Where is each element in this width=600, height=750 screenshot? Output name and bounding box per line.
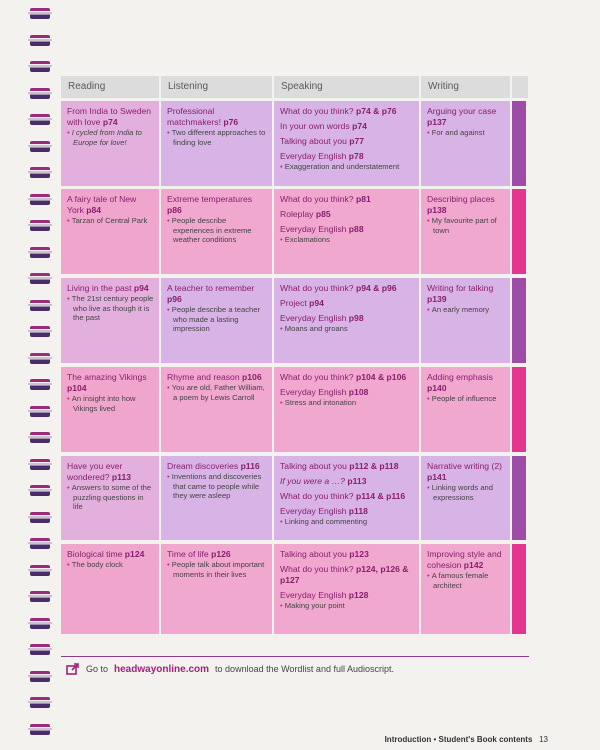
entry-title (427, 194, 505, 216)
entry-title (280, 590, 414, 601)
entry-bullet: • Two different approaches to finding love (173, 128, 267, 147)
entry-title-text: Describing places (427, 194, 495, 204)
entry-bullet: • Tarzan of Central Park (73, 216, 154, 226)
entry-page: p142 (463, 560, 484, 570)
entry-title-text: Dream discoveries (167, 461, 239, 471)
spiral-ring (30, 141, 50, 152)
entry-title (280, 136, 414, 147)
page-number: 13 (539, 735, 548, 744)
entry-bullet: • A famous female architect (433, 571, 505, 590)
download-note (66, 663, 394, 675)
spiral-ring (30, 406, 50, 417)
entry-page: p108 (348, 387, 369, 397)
goto-prefix: Go to (86, 664, 109, 674)
entry-title (280, 194, 414, 205)
spiral-ring (30, 8, 50, 19)
entry-page: p126 (211, 549, 231, 559)
header-writing: Writing (421, 76, 512, 98)
entry-page: p81 (355, 194, 371, 204)
reading-cell (61, 456, 161, 540)
entry-page: p74 (102, 117, 118, 127)
contents-table (61, 76, 528, 636)
spiral-ring (30, 353, 50, 364)
spiral-ring (30, 724, 50, 735)
speaking-cell (274, 278, 421, 363)
entry-page: p106 (242, 372, 262, 382)
entry-title-text: What do you think? (280, 106, 354, 116)
entry-bullet: • For and against (433, 128, 505, 138)
footer-section: Introduction (384, 735, 432, 744)
table-row (61, 544, 528, 634)
writing-cell (421, 544, 512, 634)
entry-title-text: Everyday English (280, 224, 347, 234)
spiral-ring (30, 432, 50, 443)
entry-title (280, 564, 414, 586)
entry-page: p94 (133, 283, 149, 293)
writing-cell (421, 101, 512, 186)
entry-page: p104 & p106 (355, 372, 407, 382)
entry-bullet: • People of influence (433, 394, 505, 404)
reading-cell (61, 189, 161, 274)
spiral-ring (30, 379, 50, 390)
listening-cell (161, 189, 274, 274)
entry-title (280, 506, 414, 517)
header-row (61, 76, 528, 98)
listening-cell (161, 278, 274, 363)
spiral-ring (30, 618, 50, 629)
entry-title-text: Biological time (67, 549, 123, 559)
entry-title-text: A teacher to remember (167, 283, 255, 293)
entry-bullet: • Exaggeration and understatement (286, 162, 414, 172)
entry-page: p112 & p118 (349, 461, 399, 471)
entry-page: p114 & p116 (355, 491, 406, 501)
entry-title-text: Adding emphasis (427, 372, 493, 382)
spiral-ring (30, 459, 50, 470)
entry-bullet: • I cycled from India to Europe for love! (73, 128, 154, 147)
entry-title (167, 106, 267, 128)
entry-page: p118 (348, 506, 368, 516)
entry-title-text: Talking about you (280, 461, 347, 471)
table-row (61, 278, 528, 363)
entry-title (280, 151, 414, 162)
writing-cell (421, 367, 512, 452)
reading-cell (61, 367, 161, 452)
entry-title (67, 283, 154, 294)
entry-page: p113 (111, 472, 132, 482)
spiral-ring (30, 88, 50, 99)
entry-page: p78 (348, 151, 364, 161)
entry-title (280, 209, 414, 220)
spiral-ring (30, 538, 50, 549)
reading-cell (61, 544, 161, 634)
entry-title-text: Everyday English (280, 151, 347, 161)
entry-bullet: • You are old, Father William, a poem by Lewis Carroll (173, 383, 267, 402)
reading-cell (61, 278, 161, 363)
entry-title (167, 283, 267, 305)
entry-title (167, 461, 267, 472)
entry-page: p113 (347, 476, 367, 486)
entry-title (280, 298, 414, 309)
entry-title (167, 372, 267, 383)
entry-title-text: Roleplay (280, 209, 314, 219)
table-row (61, 456, 528, 540)
entry-title-text: Improving style and cohesion (427, 549, 502, 570)
entry-bullet: • Making your point (286, 601, 414, 611)
spiral-ring (30, 326, 50, 337)
unit-tab (512, 544, 526, 634)
entry-bullet: • An insight into how Vikings lived (73, 394, 154, 413)
writing-cell (421, 278, 512, 363)
unit-tab (512, 367, 526, 452)
entry-page: p137 (427, 117, 447, 127)
entry-title-text: The amazing Vikings (67, 372, 147, 382)
speaking-cell (274, 101, 421, 186)
listening-cell (161, 456, 274, 540)
entry-title (280, 121, 414, 132)
entry-page: p86 (167, 205, 182, 215)
entry-title (280, 224, 414, 235)
entry-title (67, 549, 154, 560)
goto-suffix: to download the Wordlist and full Audioscript. (215, 664, 394, 674)
speaking-cell (274, 367, 421, 452)
page-footer (385, 735, 548, 744)
entry-bullet: • Exclamations (286, 235, 414, 245)
entry-title-text: Extreme temperatures (167, 194, 253, 204)
entry-page: p124 (124, 549, 145, 559)
entry-title (427, 372, 505, 394)
spiral-ring (30, 273, 50, 284)
entry-title-text: Everyday English (280, 313, 347, 323)
reading-cell (61, 101, 161, 186)
header-reading: Reading (61, 76, 161, 98)
listening-cell (161, 544, 274, 634)
entry-page: p94 & p96 (355, 283, 397, 293)
entry-page: p85 (315, 209, 331, 219)
entry-page: p94 (309, 298, 324, 308)
entry-title-text: Have you ever wondered? (67, 461, 123, 482)
unit-tab (512, 278, 526, 363)
entry-bullet: • Stress and intonation (286, 398, 414, 408)
entry-title-text: Project (280, 298, 307, 308)
entry-title (280, 106, 414, 117)
spiral-ring (30, 114, 50, 125)
entry-bullet: • People describe experiences in extreme weather conditions (173, 216, 267, 245)
listening-cell (161, 101, 274, 186)
entry-bullet: • Linking words and expressions (433, 483, 505, 502)
header-listening: Listening (161, 76, 274, 98)
entry-title-text: Narrative writing (2) (427, 461, 502, 471)
spiral-ring (30, 485, 50, 496)
spiral-ring (30, 512, 50, 523)
unit-tab (512, 189, 526, 274)
entry-page: p141 (427, 472, 447, 482)
entry-bullet: • The 21st century people who live as though it is the past (73, 294, 154, 323)
entry-title (427, 549, 505, 571)
unit-tab (512, 101, 526, 186)
entry-title-text: Everyday English (280, 387, 347, 397)
entry-title (67, 372, 154, 394)
speaking-cell (274, 189, 421, 274)
entry-page: p74 & p76 (355, 106, 397, 116)
spiral-ring (30, 247, 50, 258)
entry-title-text: Time of life (167, 549, 209, 559)
entry-page: p124, p126 & p127 (280, 564, 409, 585)
entry-page: p128 (348, 590, 369, 600)
entry-title (280, 283, 414, 294)
spiral-ring (30, 644, 50, 655)
footer-subsection: Student's Book contents (438, 735, 533, 744)
entry-title (427, 106, 505, 128)
writing-cell (421, 456, 512, 540)
entry-page: p139 (427, 294, 447, 304)
spiral-ring (30, 671, 50, 682)
entry-title (280, 313, 414, 324)
entry-page: p138 (427, 205, 447, 215)
entry-title-text: In your own words (280, 121, 350, 131)
table-row (61, 101, 528, 186)
entry-title-text: Talking about you (280, 549, 347, 559)
entry-title (167, 549, 267, 560)
entry-title (280, 387, 414, 398)
writing-cell (421, 189, 512, 274)
entry-page: p77 (349, 136, 365, 146)
entry-page: p96 (167, 294, 182, 304)
entry-page: p84 (86, 205, 102, 215)
entry-page: p123 (349, 549, 369, 559)
entry-title (67, 194, 154, 216)
entry-bullet: • Moans and groans (286, 324, 414, 334)
entry-title (427, 461, 505, 483)
spiral-ring (30, 194, 50, 205)
external-link-icon (66, 663, 80, 675)
entry-page: p88 (348, 224, 364, 234)
entry-page: p98 (348, 313, 364, 323)
entry-title-text: Writing for talking (427, 283, 494, 293)
header-speaking: Speaking (274, 76, 421, 98)
spiral-ring (30, 300, 50, 311)
entry-bullet: • Linking and commenting (286, 517, 414, 527)
entry-title-text: Professional matchmakers! (167, 106, 221, 127)
spiral-ring (30, 591, 50, 602)
unit-tab (512, 456, 526, 540)
listening-cell (161, 367, 274, 452)
entry-title-text: A fairy tale of New York (67, 194, 137, 215)
entry-title-text: Arguing your case (427, 106, 497, 116)
entry-bullet: • An early memory (433, 305, 505, 315)
entry-title-text: What do you think? (280, 194, 354, 204)
entry-bullet: • The body clock (73, 560, 154, 570)
entry-title (167, 194, 267, 216)
entry-title (280, 476, 414, 487)
entry-title-text: If you were a …? (280, 476, 345, 486)
entry-title (280, 491, 414, 502)
entry-title (280, 549, 414, 560)
entry-title-text: Everyday English (280, 590, 347, 600)
entry-bullet: • Answers to some of the puzzling questions in life (73, 483, 154, 512)
entry-title (67, 106, 154, 128)
entry-title (427, 283, 505, 305)
entry-title-text: What do you think? (280, 283, 354, 293)
footer-sep: • (433, 735, 437, 744)
spiral-ring (30, 167, 50, 178)
footer-rule (61, 656, 529, 657)
entry-title-text: What do you think? (280, 491, 354, 501)
spiral-ring (30, 697, 50, 708)
entry-title-text: Rhyme and reason (167, 372, 240, 382)
entry-page: p140 (427, 383, 447, 393)
entry-title (280, 461, 414, 472)
entry-bullet: • People talk about important moments in their lives (173, 560, 267, 579)
entry-title-text: Living in the past (67, 283, 132, 293)
spiral-ring (30, 35, 50, 46)
speaking-cell (274, 544, 421, 634)
entry-page: p104 (67, 383, 87, 393)
spiral-binding (30, 0, 52, 750)
table-row (61, 367, 528, 452)
entry-page: p116 (240, 461, 260, 471)
table-row (61, 189, 528, 274)
entry-title (67, 461, 154, 483)
entry-title-text: What do you think? (280, 372, 354, 382)
entry-title (280, 372, 414, 383)
entry-title-text: Talking about you (280, 136, 347, 146)
spiral-ring (30, 220, 50, 231)
spiral-ring (30, 61, 50, 72)
entry-page: p74 (352, 121, 367, 131)
spiral-ring (30, 565, 50, 576)
entry-page: p76 (223, 117, 239, 127)
entry-title-text: Everyday English (280, 506, 347, 516)
speaking-cell (274, 456, 421, 540)
entry-bullet: • People describe a teacher who made a lasting impression (173, 305, 267, 334)
entry-bullet: • My favourite part of town (433, 216, 505, 235)
site-link[interactable]: headwayonline.com (114, 663, 210, 675)
entry-bullet: • Inventions and discoveries that came to people while they were asleep (173, 472, 267, 501)
entry-title-text: What do you think? (280, 564, 354, 574)
entry-title-text: From India to Sweden with love (67, 106, 152, 127)
